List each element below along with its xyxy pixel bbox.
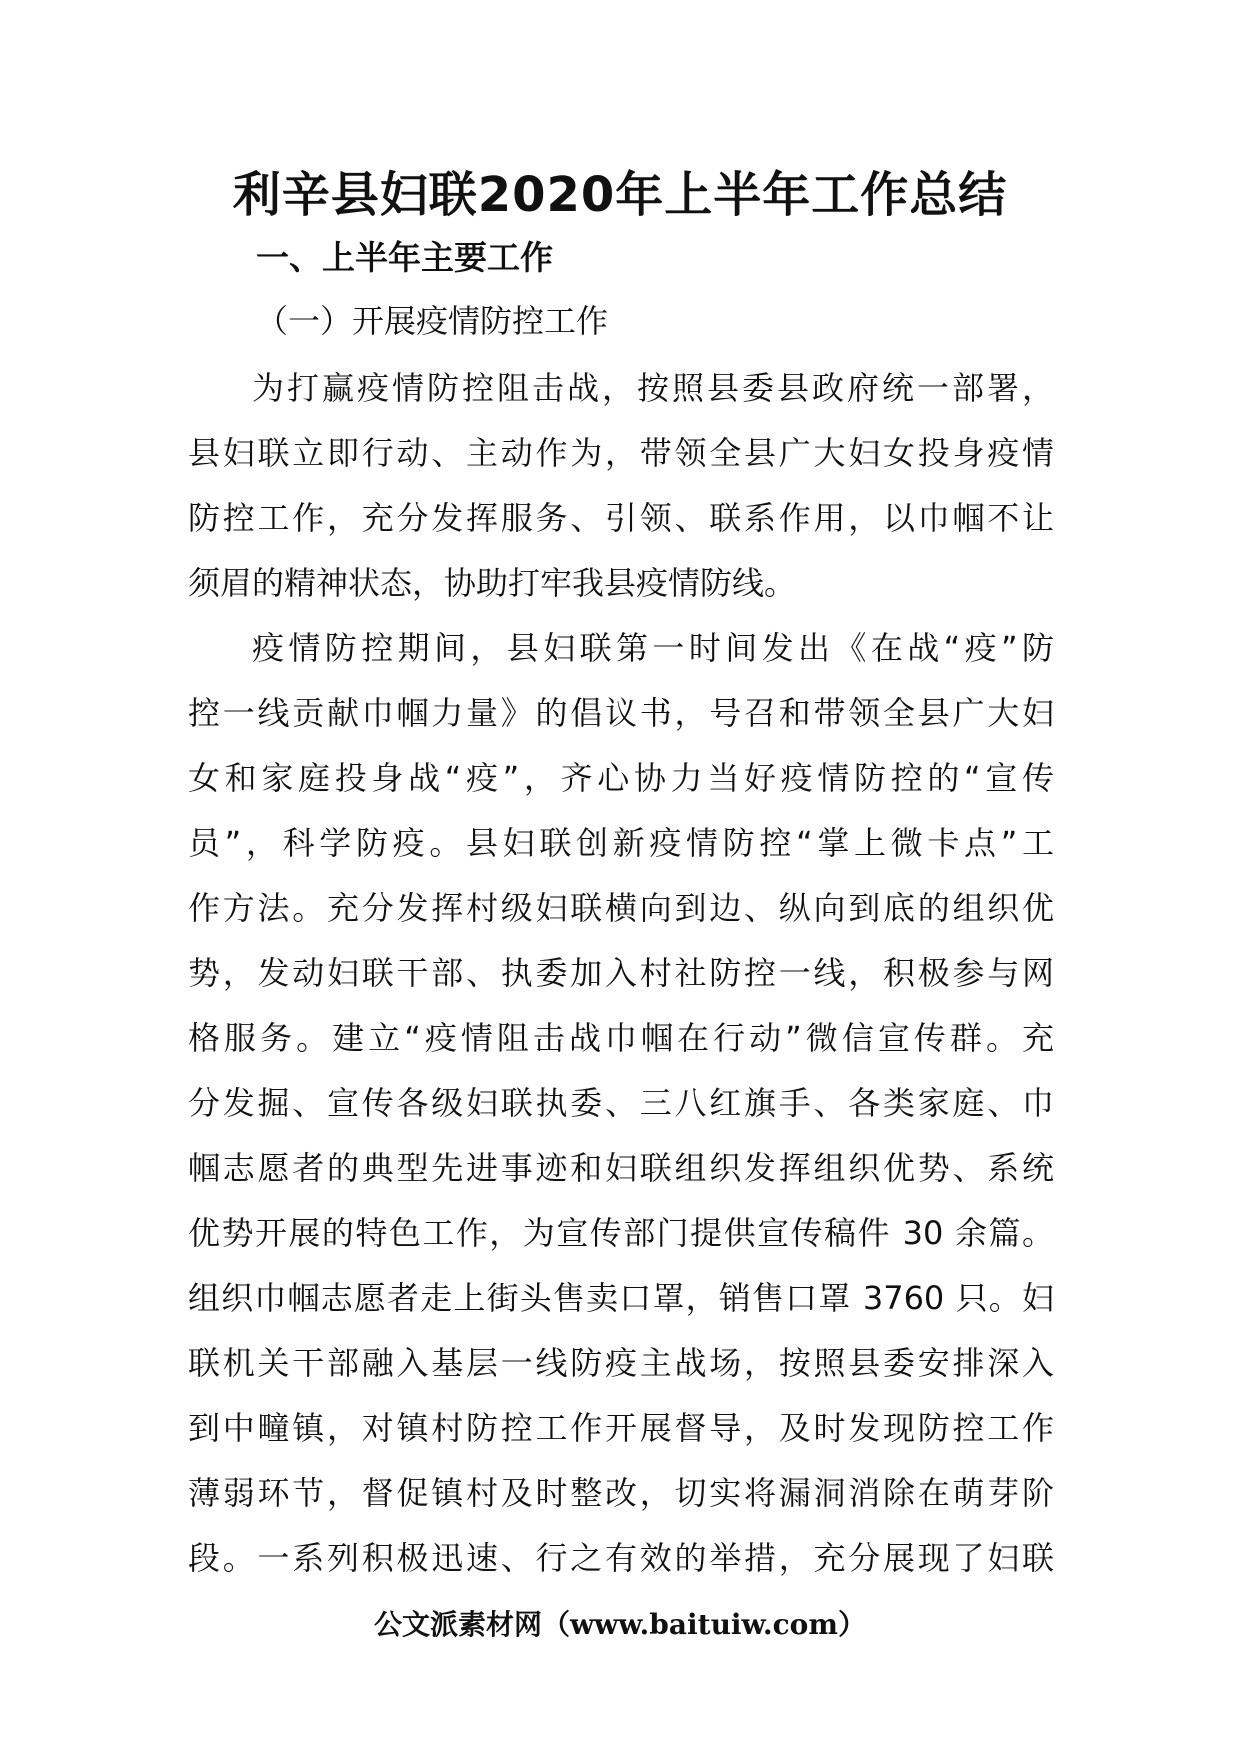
paragraph2-line: 薄弱环节，督促镇村及时整改，切实将漏洞消除在萌芽阶 — [188, 1474, 1054, 1512]
paragraph1-line: 为打赢疫情防控阻击战，按照县委县政府统一部署， — [252, 369, 1054, 407]
paragraph2-line: 疫情防控期间，县妇联第一时间发出《在战“疫”防 — [252, 629, 1054, 667]
paragraph2-line: 格服务。建立“疫情阻击战巾帼在行动”微信宣传群。充 — [188, 1019, 1054, 1057]
document-title: 利辛县妇联2020年上半年工作总结 — [232, 167, 1008, 223]
subsection-heading: （一）开展疫情防控工作 — [256, 302, 609, 340]
paragraph2-line: 优势开展的特色工作，为宣传部门提供宣传稿件 30 余篇。 — [188, 1214, 1054, 1252]
paragraph2-line: 组织巾帼志愿者走上街头售卖口罩，销售口罩 3760 只。妇 — [188, 1279, 1054, 1317]
paragraph2-line: 控一线贡献巾帼力量》的倡议书，号召和带领全县广大妇 — [188, 694, 1054, 732]
paragraph2-line: 员”，科学防疫。县妇联创新疫情防控“掌上微卡点”工 — [188, 824, 1054, 862]
paragraph2-line: 女和家庭投身战“疫”，齐心协力当好疫情防控的“宣传 — [188, 759, 1054, 797]
paragraph1-line: 防控工作，充分发挥服务、引领、联系作用，以巾帼不让 — [188, 499, 1054, 537]
section-heading: 一、上半年主要工作 — [256, 238, 553, 277]
paragraph2-line: 联机关干部融入基层一线防疫主战场，按照县委安排深入 — [188, 1344, 1054, 1382]
paragraph1-line: 须眉的精神状态，协助打牢我县疫情防线。 — [188, 564, 797, 602]
paragraph2-line: 段。一系列积极迅速、行之有效的举措，充分展现了妇联 — [188, 1539, 1054, 1577]
paragraph2-line: 帼志愿者的典型先进事迹和妇联组织发挥组织优势、系统 — [188, 1149, 1054, 1187]
paragraph1-line: 县妇联立即行动、主动作为，带领全县广大妇女投身疫情 — [188, 434, 1054, 472]
document-body — [188, 356, 1054, 1591]
paragraph2-line: 势，发动妇联干部、执委加入村社防控一线，积极参与网 — [188, 954, 1054, 992]
footer-watermark: 公文派素材网（www.baituiw.com） — [374, 1608, 866, 1641]
paragraph2-line: 作方法。充分发挥村级妇联横向到边、纵向到底的组织优 — [188, 889, 1054, 927]
paragraph2-line: 分发掘、宣传各级妇联执委、三八红旗手、各类家庭、巾 — [188, 1084, 1054, 1122]
paragraph2-line: 到中疃镇，对镇村防控工作开展督导，及时发现防控工作 — [188, 1409, 1054, 1447]
